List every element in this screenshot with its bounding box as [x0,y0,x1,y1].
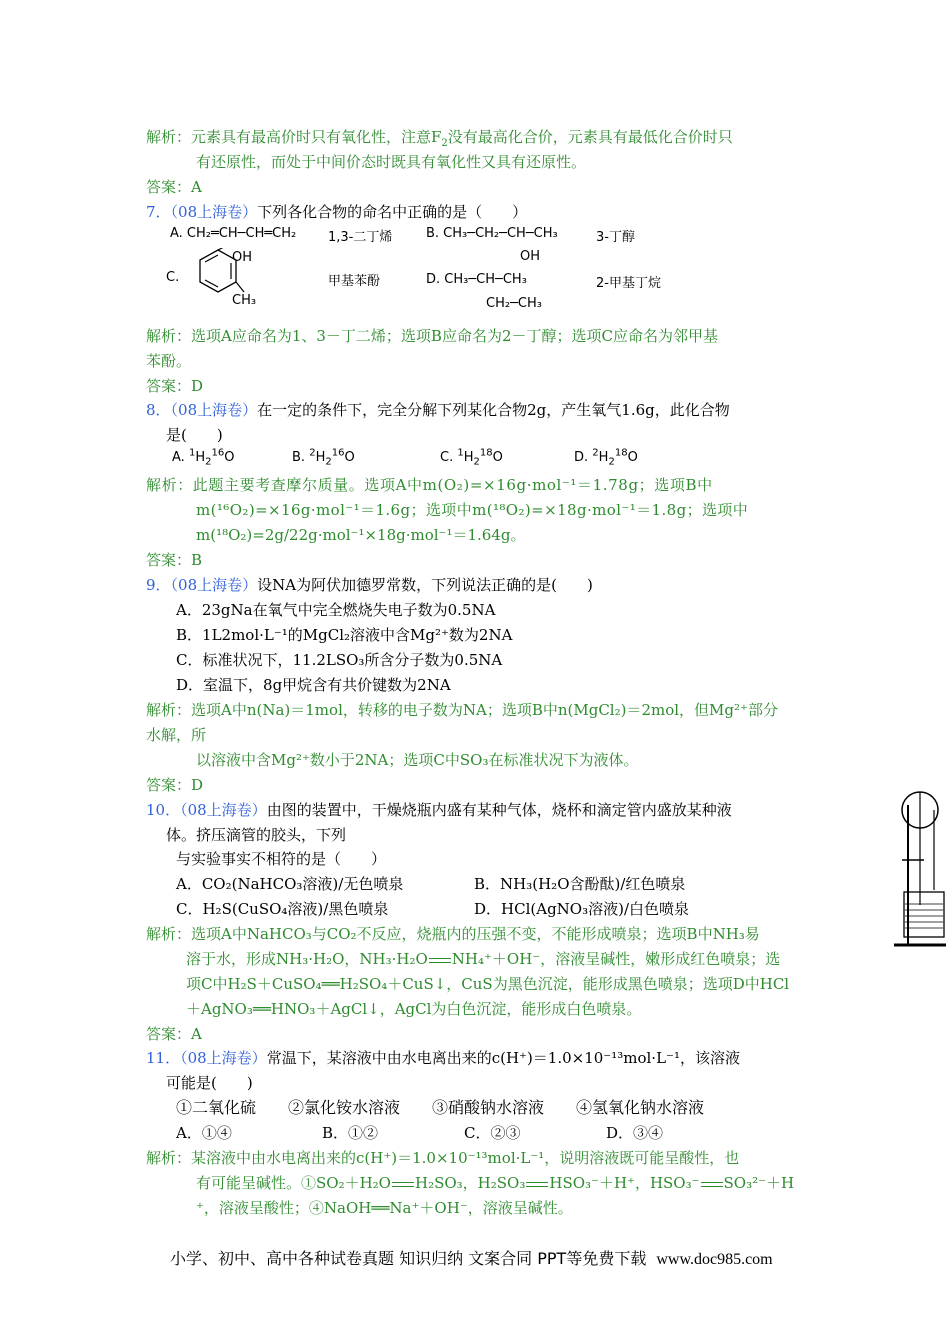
q10-source: （08上海卷） [180,801,267,819]
q11-source: （08上海卷） [180,1049,267,1067]
q8-option-d: D. $^2H_2^{18}O$ [574,447,638,468]
q8-explanation-line2: m(¹⁶O₂)=×16g·mol⁻¹＝1.6g；选项中m(¹⁸O₂)=×18g·mol⁻¹＝1.8g；选项中 [196,501,749,519]
q9-option-a: A．23gNa在氧气中完全燃烧失电子数为0.5NA [176,601,496,619]
q9-option-d: D．室温下，8g甲烷含有共价键数为2NA [176,676,451,694]
q10-number: 10． [146,801,181,819]
q10-question [146,800,732,820]
q11-option-c: C．②③ [464,1124,521,1142]
q7-option-b-name: 3-丁醇 [596,230,635,245]
q8-explanation-line3: m(¹⁸O₂)=2g/22g·mol⁻¹×18g·mol⁻¹＝1.64g。 [196,526,526,544]
q7-option-a-name: 1,3-二丁烯 [328,230,393,245]
q10-stem: 由图的装置中，干燥烧瓶内盛有某种气体，烧杯和滴定管内盛放某种液 [266,801,732,819]
q9-explanation-line1: 解析：选项A中n(Na)＝1mol，转移的电子数为NA；选项B中n(MgCl₂)＝2mol，但Mg²⁺部分 [146,701,778,719]
q7-source: （08上海卷） [170,203,258,221]
q7-option-d-sub: CH₂─CH₃ [486,296,542,311]
footer-text: 小学、初中、高中各种试卷真题 知识归纳 文案合同 PPT等免费下载 [170,1249,647,1268]
q7-option-c-oh: OH [232,250,253,265]
q11-option-d: D．③④ [606,1124,664,1142]
q7-option-b: B. CH₃─CH₂─CH─CH₃ [426,226,558,241]
q10-stem-line3: 与实验事实不相符的是（ ） [176,850,387,868]
q7-option-b-oh: OH [520,249,541,264]
q9-answer: 答案：D [146,776,204,794]
q10-option-b: B．NH₃(H₂O含酚酞)/红色喷泉 [474,875,686,893]
q7-option-c-ch3: CH₃ [232,293,257,308]
q11-stem: 常温下，某溶液中由水电离出来的c(H⁺)＝1.0×10⁻¹³mol·L⁻¹，该溶液 [266,1049,740,1067]
q10-explanation-line4: ＋AgNO₃══HNO₃＋AgCl↓，AgCl为白色沉淀，能形成白色喷泉。 [186,1000,642,1018]
q8-stem: 在一定的条件下，完全分解下列某化合物2g，产生氧气1.6g，此化合物 [257,401,730,419]
q7-stem: 下列各化合物的命名中正确的是（ ） [257,203,528,221]
q8-number: 8． [146,401,171,419]
q7-option-c-name: 甲基苯酚 [328,274,381,289]
q8-question [146,400,730,420]
q11-option-b: B．①② [322,1124,379,1142]
q9-option-b: B．1L2mol·L⁻¹的MgCl₂溶液中含Mg²⁺数为2NA [176,626,513,644]
q10-explanation-line1: 解析：选项A中NaHCO₃与CO₂不反应，烧瓶内的压强不变，不能形成喷泉；选项B中NH₃易 [146,925,760,943]
q8-option-b: B. $^2H_2^{16}O$ [292,447,355,468]
q6-explanation-line1: 解析：元素具有最高价时只有氧化性，注意$F_2$没有最高化合价，元素具有最低化合价时只 [146,128,733,149]
page-footer [170,1246,773,1269]
footer-link[interactable]: www.doc985.com [656,1251,773,1268]
q10-option-d: D．HCl(AgNO₃溶液)/白色喷泉 [474,900,690,918]
q7-option-a: A. CH₂═CH─CH═CH₂ [170,226,297,241]
q7-option-c: C. [166,270,180,285]
q11-number: 11． [146,1049,181,1067]
q7-number: 7． [146,203,171,221]
q9-question [146,575,593,595]
q8-option-c: C. $^1H_2^{18}O$ [440,447,503,468]
q9-number: 9． [146,576,171,594]
q11-option-a: A．①④ [176,1124,232,1142]
q7-answer: 答案：D [146,377,204,395]
q7-option-d-name: 2-甲基丁烷 [596,276,661,291]
q11-explanation-line1: 解析：某溶液中由水电离出来的c(H⁺)＝1.0×10⁻¹³mol·L⁻¹，说明溶液既可能呈酸性，也 [146,1149,740,1167]
q11-items: ①二氧化硫 ②氯化铵水溶液 ③硝酸钠水溶液 ④氢氧化钠水溶液 [176,1098,705,1117]
q10-stem-line2: 体。挤压滴管的胶头，下列 [166,826,347,844]
q10-explanation-line2: 溶于水，形成NH₃·H₂O，NH₃·H₂O NH₄⁺＋OH⁻，溶液呈碱性，嫩形成红色喷泉；选 [186,950,781,968]
q7-option-d: D. CH₃─CH─CH₃ [426,272,527,287]
q9-source: （08上海卷） [170,576,258,594]
q8-explanation-line1: 解析：此题主要考查摩尔质量。选项A中m(O₂)=×16g·mol⁻¹＝1.78g；选项B中 [146,476,713,494]
q7-explanation-line1: 解析：选项A应命名为1、3－丁二烯；选项B应命名为2－丁醇；选项C应命名为邻甲基 [146,327,718,345]
q10-answer: 答案：A [146,1025,202,1043]
q11-explanation-line3: ⁺，溶液呈酸性；④NaOH══Na⁺＋OH⁻，溶液呈碱性。 [196,1199,573,1217]
q8-answer: 答案：B [146,551,203,569]
q8-stem-line2: 是( ) [166,426,223,444]
q8-source: （08上海卷） [170,401,258,419]
q9-explanation-line2: 水解，所 [146,726,207,744]
q11-stem-line2: 可能是( ) [166,1074,253,1092]
q11-explanation-line2: 有可能呈碱性。①SO₂＋H₂O H₂SO₃，H₂SO₃ HSO₃⁻＋H⁺，HSO₃⁻ SO₃²⁻＋H [196,1174,795,1192]
q8-option-a: A. $^1H_2^{16}O$ [172,447,235,468]
q7-explanation-line2: 苯酚。 [146,352,192,370]
q10-option-c: C．H₂S(CuSO₄溶液)/黑色喷泉 [176,900,389,918]
q10-explanation-line3: 项C中H₂S＋CuSO₄══H₂SO₄＋CuS↓，CuS为黑色沉淀，能形成黑色喷泉；选项D中HCl [186,975,790,993]
q9-explanation-line3: 以溶液中含Mg²⁺数小于2NA；选项C中SO₃在标准状况下为液体。 [196,751,639,769]
q9-option-c: C．标准状况下，11.2LSO₃所含分子数为0.5NA [176,651,503,669]
q6-explanation-line2: 有还原性，而处于中间价态时既具有氧化性又具有还原性。 [196,153,587,171]
q9-stem: 设NA为阿伏加德罗常数，下列说法正确的是( ) [257,576,593,594]
q7-question [146,202,527,222]
q11-question [146,1048,740,1068]
q10-option-a: A．CO₂(NaHCO₃溶液)/无色喷泉 [176,875,404,893]
q6-answer: 答案：A [146,178,202,196]
fountain-apparatus-figure [890,780,950,950]
